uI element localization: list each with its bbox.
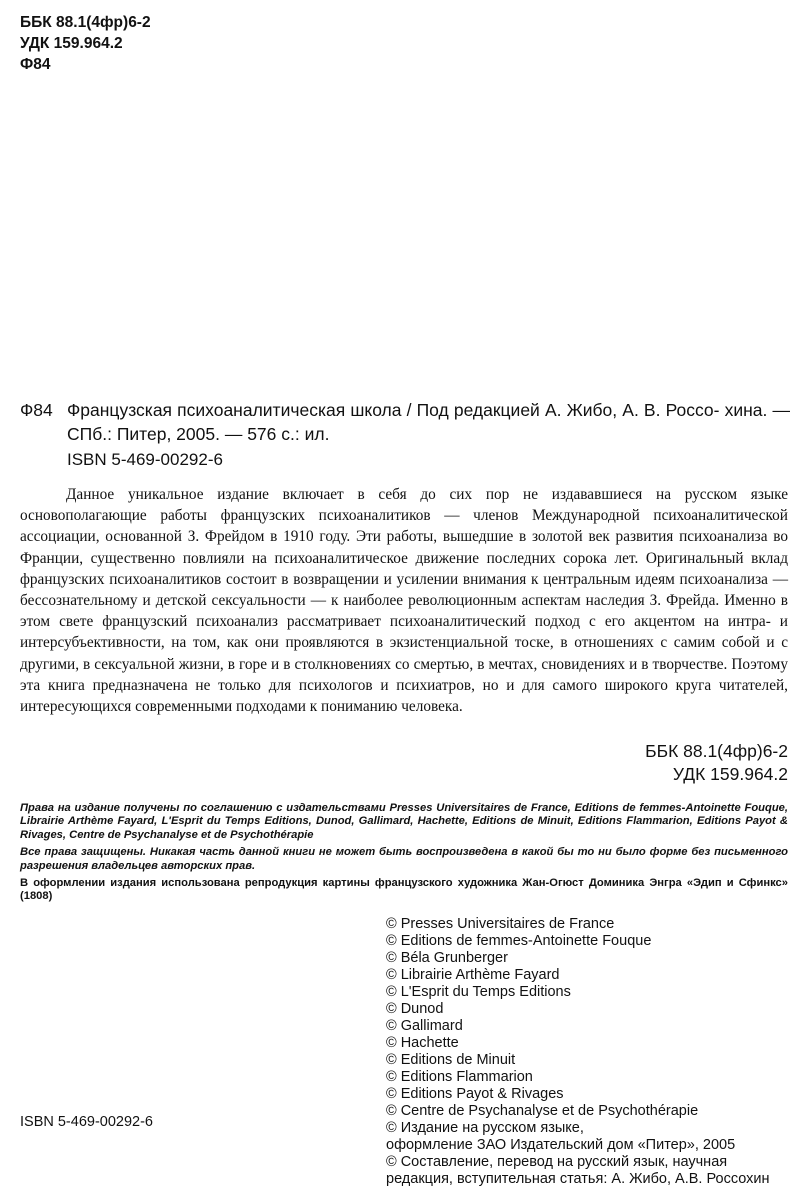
copyright-list [386, 916, 798, 1188]
classification-codes-top [20, 12, 151, 75]
bbk-code: ББК 88.1(4фр)6-2 [20, 14, 151, 31]
copyright-item: © Составление, перевод на русский язык, научная [386, 1154, 728, 1170]
classification-codes-right [560, 740, 788, 786]
entry-text: Французская психоаналитическая школа / Под редакцией А. Жибо, А. В. Россо- хина. — СПб.: Питер, 2005. — 576 с.: ил. [67, 400, 790, 444]
copyright-item: © Editions de Minuit [386, 1052, 516, 1068]
isbn-bottom: ISBN 5-469-00292-6 [20, 1114, 153, 1130]
copyright-item: © Hachette [386, 1035, 459, 1051]
author-mark: Ф84 [20, 56, 51, 73]
bibliographic-entry [20, 398, 790, 446]
copyright-item: © Dunod [386, 1001, 444, 1017]
copyright-item: © Издание на русском языке, [386, 1120, 584, 1136]
isbn-main: ISBN 5-469-00292-6 [67, 450, 223, 469]
copyright-item: оформление ЗАО Издательский дом «Питер», 2005 [386, 1137, 736, 1153]
copyright-item: © Centre de Psychanalyse et de Psychothérapie [386, 1103, 699, 1119]
copyright-item: © L'Esprit du Temps Editions [386, 984, 571, 1000]
copyright-item: © Editions de femmes-Antoinette Fouque [386, 933, 652, 949]
cover-note: В оформлении издания использована репродукция картины французского художника Жан-Огюст Доминика Энгра «Эдип и Сфинкс» (1808) [20, 877, 788, 903]
udk-code-right: УДК 159.964.2 [672, 764, 788, 784]
copyright-item: © Presses Universitaires de France [386, 916, 615, 932]
copyright-item: © Librairie Arthème Fayard [386, 967, 560, 983]
copyright-item: © Gallimard [386, 1018, 463, 1034]
udk-code: УДК 159.964.2 [20, 35, 123, 52]
rights-reserved: Все права защищены. Никакая часть данной книги не может быть воспроизведена в какой бы то ни было форме без письменного разрешения владельцев авторских прав. [20, 846, 788, 872]
rights-block [20, 802, 788, 908]
abstract: Данное уникальное издание включает в себя до сих пор не издававшиеся на русском языке основополагающие работы французских психоаналитиков — членов Международной психоаналитической ассоциации, основанной З. Фрейдом в 1910 году. Эти работы, вышедшие в золотой век развития психоанализа во Франции, существенно повлияли на психоаналитическое движение последних сорока лет. Оригинальный вклад французских психоаналитиков состоит в возвращении и усилении внимания к центральным идеям психоанализа — бессознательному и детской сексуальности — к наиболее революционным аспектам наследия З. Фрейда. Именно в этом свете французский психоанализ рассматривает психоаналитический подход с его акцентом на интра- и интерсубъективности, на том, как они проявляются в экзистенциальной тоске, в отношениях с самим собой и с другими, в сексуальной жизни, в горе и в столкновениях со смертью, в мечтах, сновидениях и в творчестве. Поэтому эта книга предназначена не только для психологов и психиатров, но и для самого широкого круга читателей, интересующихся современными подходами к пониманию человека. [20, 486, 788, 716]
copyright-item: © Béla Grunberger [386, 950, 508, 966]
entry-code: Ф84 [20, 400, 53, 420]
copyright-item: редакция, вступительная статья: А. Жибо, А.В. Россохин [386, 1171, 770, 1187]
copyright-item: © Editions Flammarion [386, 1069, 533, 1085]
rights-received: Права на издание получены по соглашению с издательствами Presses Universitaires de France, Editions de femmes-Antoinette Fouque, Librairie Arthème Fayard, L'Esprit du Temps Editions, Dunod, Gallimard, Hachette, Editions de Minuit, Editions Flammarion, Editions Payot & Rivages, Centre de Psychanalyse et de Psychothérapie [20, 802, 788, 841]
copyright-item: © Editions Payot & Rivages [386, 1086, 564, 1102]
bbk-code-right: ББК 88.1(4фр)6-2 [645, 741, 788, 761]
